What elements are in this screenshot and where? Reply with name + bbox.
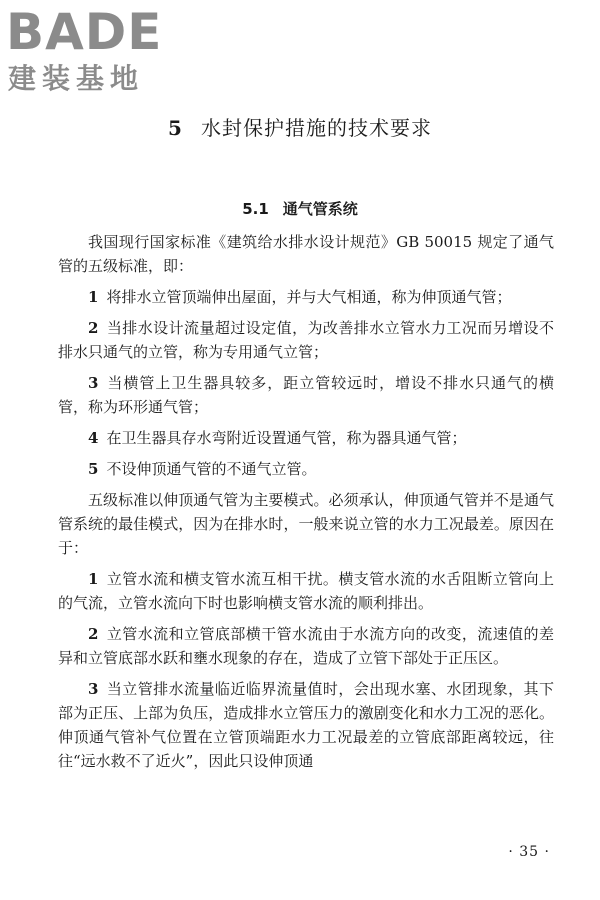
chapter-number: 5: [168, 116, 183, 140]
item-number: 3: [88, 374, 99, 392]
paragraph: [58, 677, 554, 773]
paragraph: [58, 488, 554, 560]
paragraph-text: 五级标准以伸顶通气管为主要模式。必须承认，伸顶通气管并不是通气管系统的最佳模式，因为在排水时，一般来说立管的水力工况最差。原因在于：: [58, 491, 554, 557]
paragraph: [58, 230, 554, 278]
logo-wordmark: BADE: [6, 3, 163, 61]
item-number: 1: [88, 570, 99, 588]
item-number: 2: [88, 319, 99, 337]
paragraph-text: 在卫生器具存水弯附近设置通气管，称为器具通气管；: [106, 429, 467, 447]
paragraph-text: 当立管排水流量临近临界流量值时，会出现水塞、水团现象，其下部为正压、上部为负压，造成排水立管压力的激剧变化和水力工况的恶化。伸顶通气管补气位置在立管顶端距水力工况最差的立管底部距离较远，往往“远水救不了近火”，因此只设伸顶通: [58, 680, 554, 770]
paragraph-text: 我国现行国家标准《建筑给水排水设计规范》GB 50015 规定了通气管的五级标准，即：: [58, 233, 554, 275]
chapter-title: [0, 114, 600, 142]
paragraph-text: 不设伸顶通气管的不通气立管。: [106, 460, 317, 478]
page-number: · 35 ·: [508, 844, 550, 860]
paragraph: [58, 622, 554, 670]
paragraph-text: 立管水流和横支管水流互相干扰。横支管水流的水舌阻断立管向上的气流，立管水流向下时也影响横支管水流的顺利排出。: [58, 570, 554, 612]
paragraph-text: 当横管上卫生器具较多，距立管较远时，增设不排水只通气的横管，称为环形通气管；: [58, 374, 554, 416]
paragraph: [58, 371, 554, 419]
logo-subtitle: 建装基地: [8, 62, 145, 95]
paragraph-text: 当排水设计流量超过设定值，为改善排水立管水力工况而另增设不排水只通气的立管，称为专用通气立管；: [58, 319, 554, 361]
item-number: 2: [88, 625, 99, 643]
item-number: 5: [88, 460, 99, 478]
paragraph-text: 将排水立管顶端伸出屋面，并与大气相通，称为伸顶通气管；: [106, 288, 512, 306]
section-number: 5.1: [242, 200, 269, 218]
section-title-text: 通气管系统: [282, 200, 358, 218]
item-number: 1: [88, 288, 99, 306]
paragraph: [58, 285, 554, 309]
item-number: 3: [88, 680, 99, 698]
paragraph: [58, 457, 554, 481]
paragraph: [58, 316, 554, 364]
body-text: [58, 230, 554, 780]
chapter-title-text: 水封保护措施的技术要求: [200, 116, 432, 140]
item-number: 4: [88, 429, 99, 447]
logo: [6, 3, 176, 96]
paragraph: [58, 567, 554, 615]
paragraph: [58, 426, 554, 450]
section-title: [0, 198, 600, 220]
paragraph-text: 立管水流和立管底部横干管水流由于水流方向的改变，流速值的差异和立管底部水跃和壅水现象的存在，造成了立管下部处于正压区。: [58, 625, 554, 667]
